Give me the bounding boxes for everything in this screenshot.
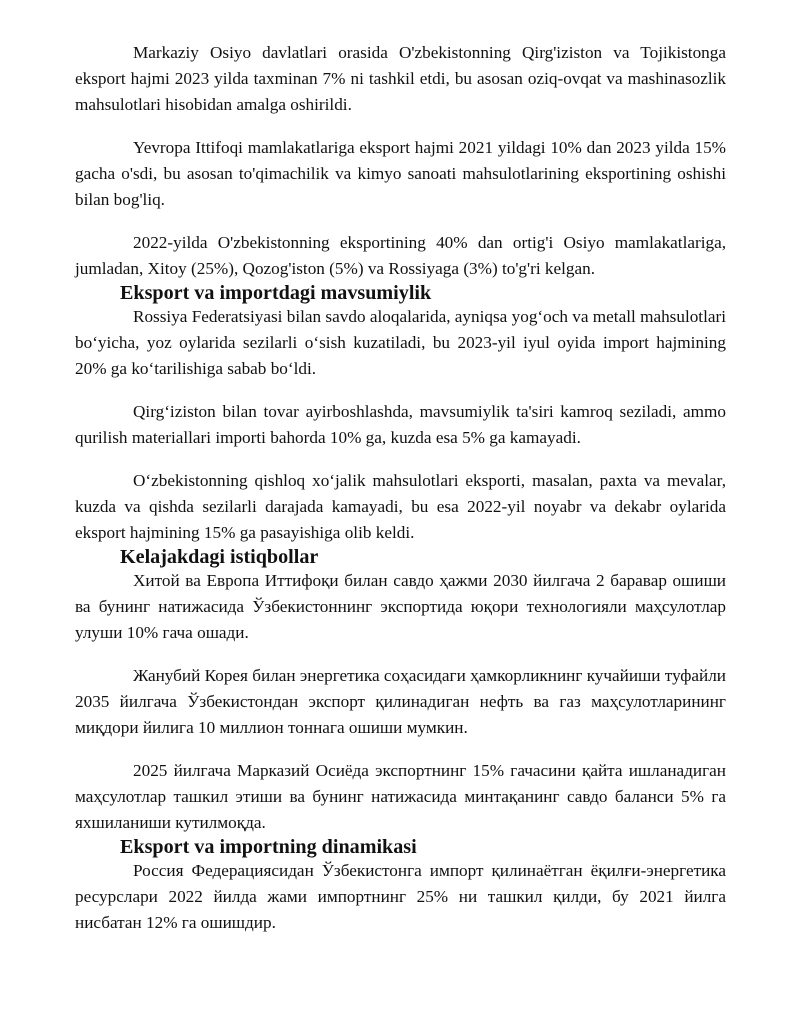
paragraph: O‘zbekistonning qishloq xo‘jalik mahsulotlari eksporti, masalan, paxta va mevalar, kuzda va qishda sezilarli darajada kamayadi, bu esa 2022-yil noyabr va dekabr oylarida eksport hajmining 15% ga pasayishiga olib keldi.: [75, 471, 726, 542]
paragraph: Хитой ва Европа Иттифоқи билан савдо ҳажми 2030 йилгача 2 баравар ошиши ва бунинг натижасида Ўзбекистоннинг экспортида юқори технологияли маҳсулотлар улуши 10% гача ошади.: [75, 571, 726, 642]
paragraph: Россия Федерациясидан Ўзбекистонга импорт қилинаётган ёқилғи-энергетика ресурслари 2022 йилда жами импортнинг 25% ни ташкил қилди, бу 2021 йилга нисбатан 12% га ошишдир.: [75, 861, 726, 932]
section-heading-prospects: Kelajakdagi istiqbollar: [120, 546, 319, 568]
paragraph: Yevropa Ittifoqi mamlakatlariga eksport hajmi 2021 yildagi 10% dan 2023 yilda 15% gacha o'sdi, bu asosan to'qimachilik va kimyo sanoati mahsulotlarining eksportining oshishi bilan bog'liq.: [75, 138, 726, 209]
paragraph: Qirg‘iziston bilan tovar ayirboshlashda, mavsumiylik ta'siri kamroq seziladi, ammo qurilish materiallari importi bahorda 10% ga, kuzda esa 5% ga kamayadi.: [75, 402, 726, 447]
section-heading-dynamics: Eksport va importning dinamikasi: [120, 836, 417, 858]
paragraph: 2025 йилгача Марказий Осиёда экспортнинг 15% гачасини қайта ишланадиган маҳсулотлар ташкил этиши ва бунинг натижасида минтақанинг савдо баланси 5% га яхшиланиши кутилмоқда.: [75, 761, 726, 832]
paragraph: Rossiya Federatsiyasi bilan savdo aloqalarida, ayniqsa yog‘och va metall mahsulotlari bo‘yicha, yoz oylarida sezilarli o‘sish kuzatiladi, bu 2023-yil iyul oyida import hajmining 20% ga ko‘tarilishiga sabab bo‘ldi.: [75, 307, 726, 378]
section-heading-seasonality: Eksport va importdagi mavsumiylik: [120, 282, 432, 304]
document-page: [75, 40, 726, 936]
paragraph: Жанубий Корея билан энергетика соҳасидаги ҳамкорликнинг кучайиши туфайли 2035 йилгача Ўзбекистондан экспорт қилинадиган нефть ва газ маҳсулотларининг миқдори йилига 10 миллион тоннага ошиши мумкин.: [75, 666, 726, 737]
paragraph: 2022-yilda O'zbekistonning eksportining 40% dan ortig'i Osiyo mamlakatlariga, jumladan, Xitoy (25%), Qozog'iston (5%) va Rossiyaga (3%) to'g'ri kelgan.: [75, 233, 726, 278]
paragraph: Markaziy Osiyo davlatlari orasida O'zbekistonning Qirg'iziston va Tojikistonga eksport hajmi 2023 yilda taxminan 7% ni tashkil etdi, bu asosan oziq-ovqat va mashinasozlik mahsulotlari hisobidan amalga oshirildi.: [75, 43, 726, 114]
